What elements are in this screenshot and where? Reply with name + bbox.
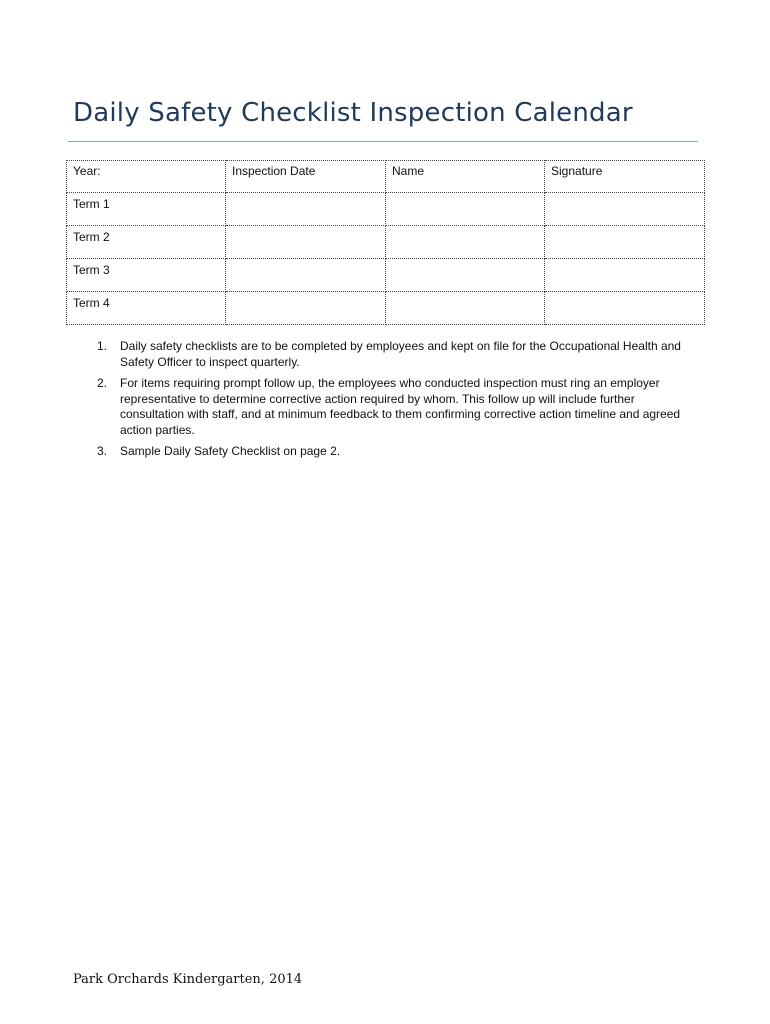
signature-cell[interactable]	[545, 259, 705, 292]
header-name: Name	[386, 161, 545, 193]
row-label: Term 3	[67, 259, 226, 292]
row-label: Term 4	[67, 292, 226, 325]
table-row	[67, 193, 705, 226]
signature-cell[interactable]	[545, 226, 705, 259]
name-cell[interactable]	[386, 259, 545, 292]
table-row	[67, 259, 705, 292]
list-item	[97, 444, 700, 460]
header-signature: Signature	[545, 161, 705, 193]
notes-list	[97, 339, 700, 466]
row-label: Term 1	[67, 193, 226, 226]
list-number: 3.	[97, 444, 108, 458]
list-number: 2.	[97, 376, 108, 390]
name-cell[interactable]	[386, 193, 545, 226]
page-footer: Park Orchards Kindergarten, 2014	[73, 972, 303, 987]
signature-cell[interactable]	[545, 193, 705, 226]
signature-cell[interactable]	[545, 292, 705, 325]
inspection-date-cell[interactable]	[226, 259, 386, 292]
list-text: Sample Daily Safety Checklist on page 2.	[120, 444, 341, 458]
title-underline	[68, 141, 698, 142]
name-cell[interactable]	[386, 226, 545, 259]
inspection-date-cell[interactable]	[226, 226, 386, 259]
inspection-date-cell[interactable]	[226, 193, 386, 226]
list-text: Daily safety checklists are to be completed by employees and kept on file for the Occupational Health and Safety Officer to inspect quarterly.	[120, 339, 681, 369]
list-item	[97, 376, 700, 438]
header-inspection-date: Inspection Date	[226, 161, 386, 193]
table-row	[67, 226, 705, 259]
page-title: Daily Safety Checklist Inspection Calendar	[73, 98, 633, 128]
table-header-row	[67, 161, 705, 193]
list-item	[97, 339, 700, 370]
row-label: Term 2	[67, 226, 226, 259]
name-cell[interactable]	[386, 292, 545, 325]
list-number: 1.	[97, 339, 108, 353]
inspection-date-cell[interactable]	[226, 292, 386, 325]
table-row	[67, 292, 705, 325]
inspection-calendar-table	[66, 160, 705, 325]
header-year: Year:	[67, 161, 226, 193]
list-text: For items requiring prompt follow up, the employees who conducted inspection must ring an employer representative to determine corrective action required by whom. This follow up will include further consultation with staff, and at minimum feedback to them confirming corrective action timeline and agreed action parties.	[120, 376, 681, 437]
